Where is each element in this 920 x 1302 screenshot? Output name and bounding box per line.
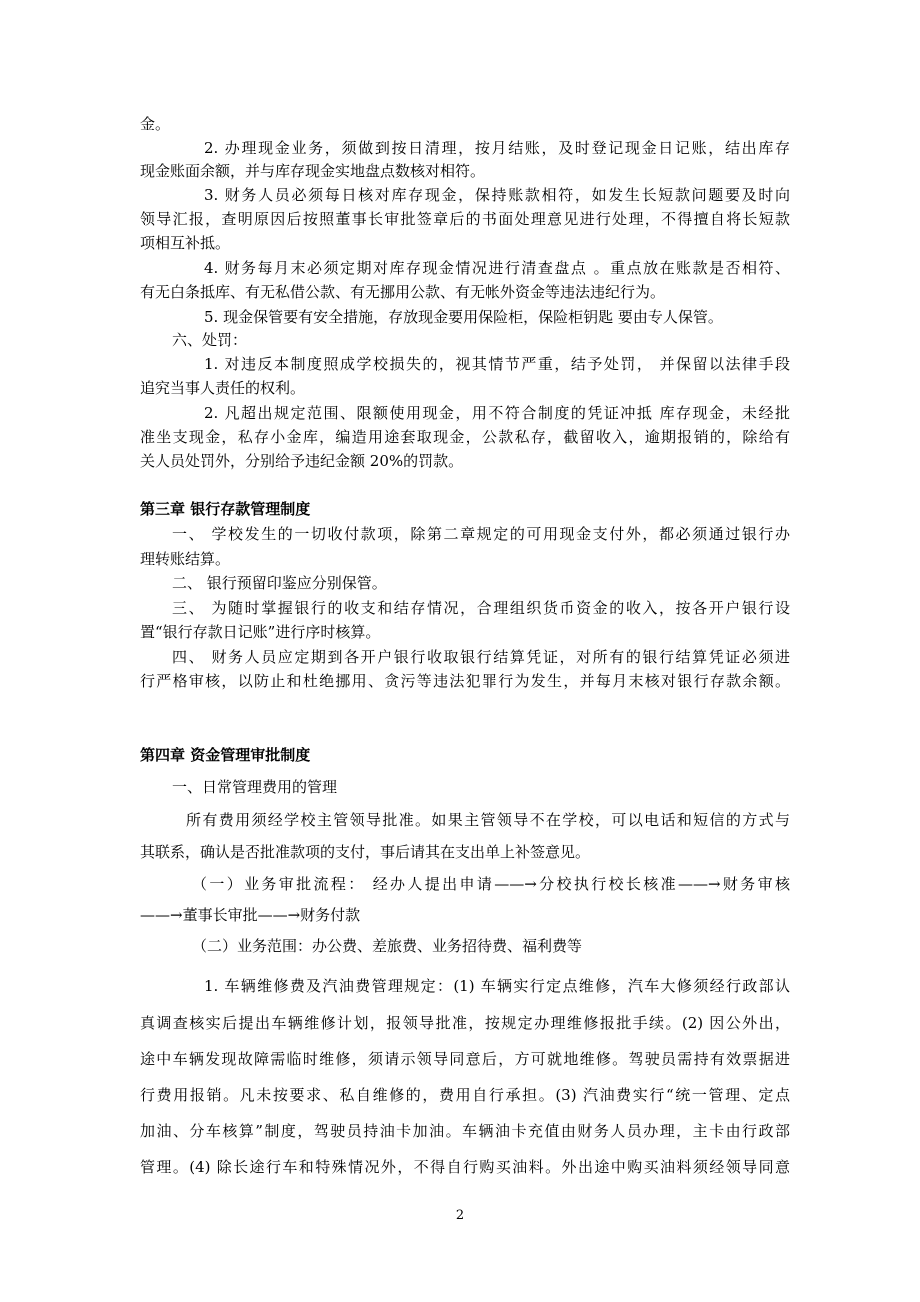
text-line: 4. 财务每月末必须定期对库存现金情况进行清查盘点 。重点放在账款是否相符、 (204, 259, 790, 277)
text-line: 一、 学校发生的一切收付款项，除第二章规定的可用现金支付外，都必须通过银行办 (172, 525, 790, 543)
text-line: 领导汇报，查明原因后按照董事长审批签章后的书面处理意见进行处理，不得擅自将长短款 (140, 210, 790, 228)
text-line: 金。 (140, 115, 171, 133)
text-line: 准坐支现金，私存小金库，编造用途套取现金，公款私存，截留收入，逾期报销的，除给有 (140, 428, 790, 446)
text-line: 关人员处罚外，分别给予违纪金额 20%的罚款。 (140, 452, 464, 470)
text-line: 3. 财务人员必须每日核对库存现金，保持账款相符，如发生长短款问题要及时向 (204, 186, 790, 204)
text-line: 1. 车辆维修费及汽油费管理规定：(1) 车辆实行定点维修，汽车大修须经行政部认 (204, 977, 790, 995)
text-line: 5. 现金保管要有安全措施，存放现金要用保险柜，保险柜钥匙 要由专人保管。 (204, 308, 723, 326)
text-line: 1. 对违反本制度照成学校损失的，视其情节严重，结予处罚， 并保留以法律手段 (204, 355, 790, 373)
text-line: 管理。(4) 除长途行车和特殊情况外，不得自行购买油料。外出途中购买油料须经领导同意 (140, 1158, 790, 1176)
text-line: 其联系，确认是否批准款项的支付，事后请其在支出单上补签意见。 (140, 843, 591, 861)
text-line: 理转账结算。 (140, 550, 231, 568)
page-number: 2 (455, 1208, 465, 1223)
text-line: 置“银行存款日记账”进行序时核算。 (140, 623, 381, 641)
text-line: 行费用报销。凡未按要求、私自维修的，费用自行承担。(3) 汽油费实行“统一管理、定点 (140, 1086, 790, 1104)
chapter-heading: 第三章 银行存款管理制度 (140, 500, 311, 518)
text-line: 所有费用须经学校主管领导批准。如果主管领导不在学校，可以电话和短信的方式与 (186, 811, 790, 829)
text-line: 途中车辆发现故障需临时维修，须请示领导同意后，方可就地维修。驾驶员需持有效票据进 (140, 1050, 790, 1068)
text-line: ——→董事长审批——→财务付款 (140, 906, 361, 924)
text-line: 二、 银行预留印鉴应分别保管。 (172, 574, 387, 592)
text-line: （一）业务审批流程： 经办人提出申请——→分校执行校长核准——→财务审核 (192, 875, 790, 893)
text-line: 2. 凡超出规定范围、限额使用现金，用不符合制度的凭证冲抵 库存现金，未经批 (204, 404, 790, 422)
chapter-heading: 第四章 资金管理审批制度 (140, 746, 311, 764)
text-line: 行严格审核，以防止和杜绝挪用、贪污等违法犯罪行为发生，并每月末核对银行存款余额。 (140, 672, 790, 690)
text-line: 一、日常管理费用的管理 (172, 778, 338, 796)
text-line: 三、 为随时掌握银行的收支和结存情况，合理组织货币资金的收入，按各开户银行设 (172, 599, 790, 617)
text-line: 六、处罚： (172, 331, 248, 349)
text-line: 加油、分车核算”制度，驾驶员持油卡加油。车辆油卡充值由财务人员办理，主卡由行政部 (140, 1122, 790, 1140)
text-line: 有无白条抵库、有无私借公款、有无挪用公款、有无帐外资金等违法违纪行为。 (140, 283, 666, 301)
text-line: 四、 财务人员应定期到各开户银行收取银行结算凭证，对所有的银行结算凭证必须进 (172, 648, 790, 666)
text-line: （二）业务范围：办公费、差旅费、业务招待费、福利费等 (192, 937, 583, 955)
text-line: 2. 办理现金业务，须做到按日清理，按月结账，及时登记现金日记账，结出库存 (204, 139, 790, 157)
text-line: 现金账面余额，并与库存现金实地盘点数核对相符。 (140, 162, 486, 180)
text-line: 真调查核实后提出车辆维修计划，报领导批准，按规定办理维修报批手续。(2) 因公外出， (140, 1014, 790, 1032)
text-line: 追究当事人责任的权利。 (140, 379, 306, 397)
text-line: 项相互补抵。 (140, 234, 231, 252)
